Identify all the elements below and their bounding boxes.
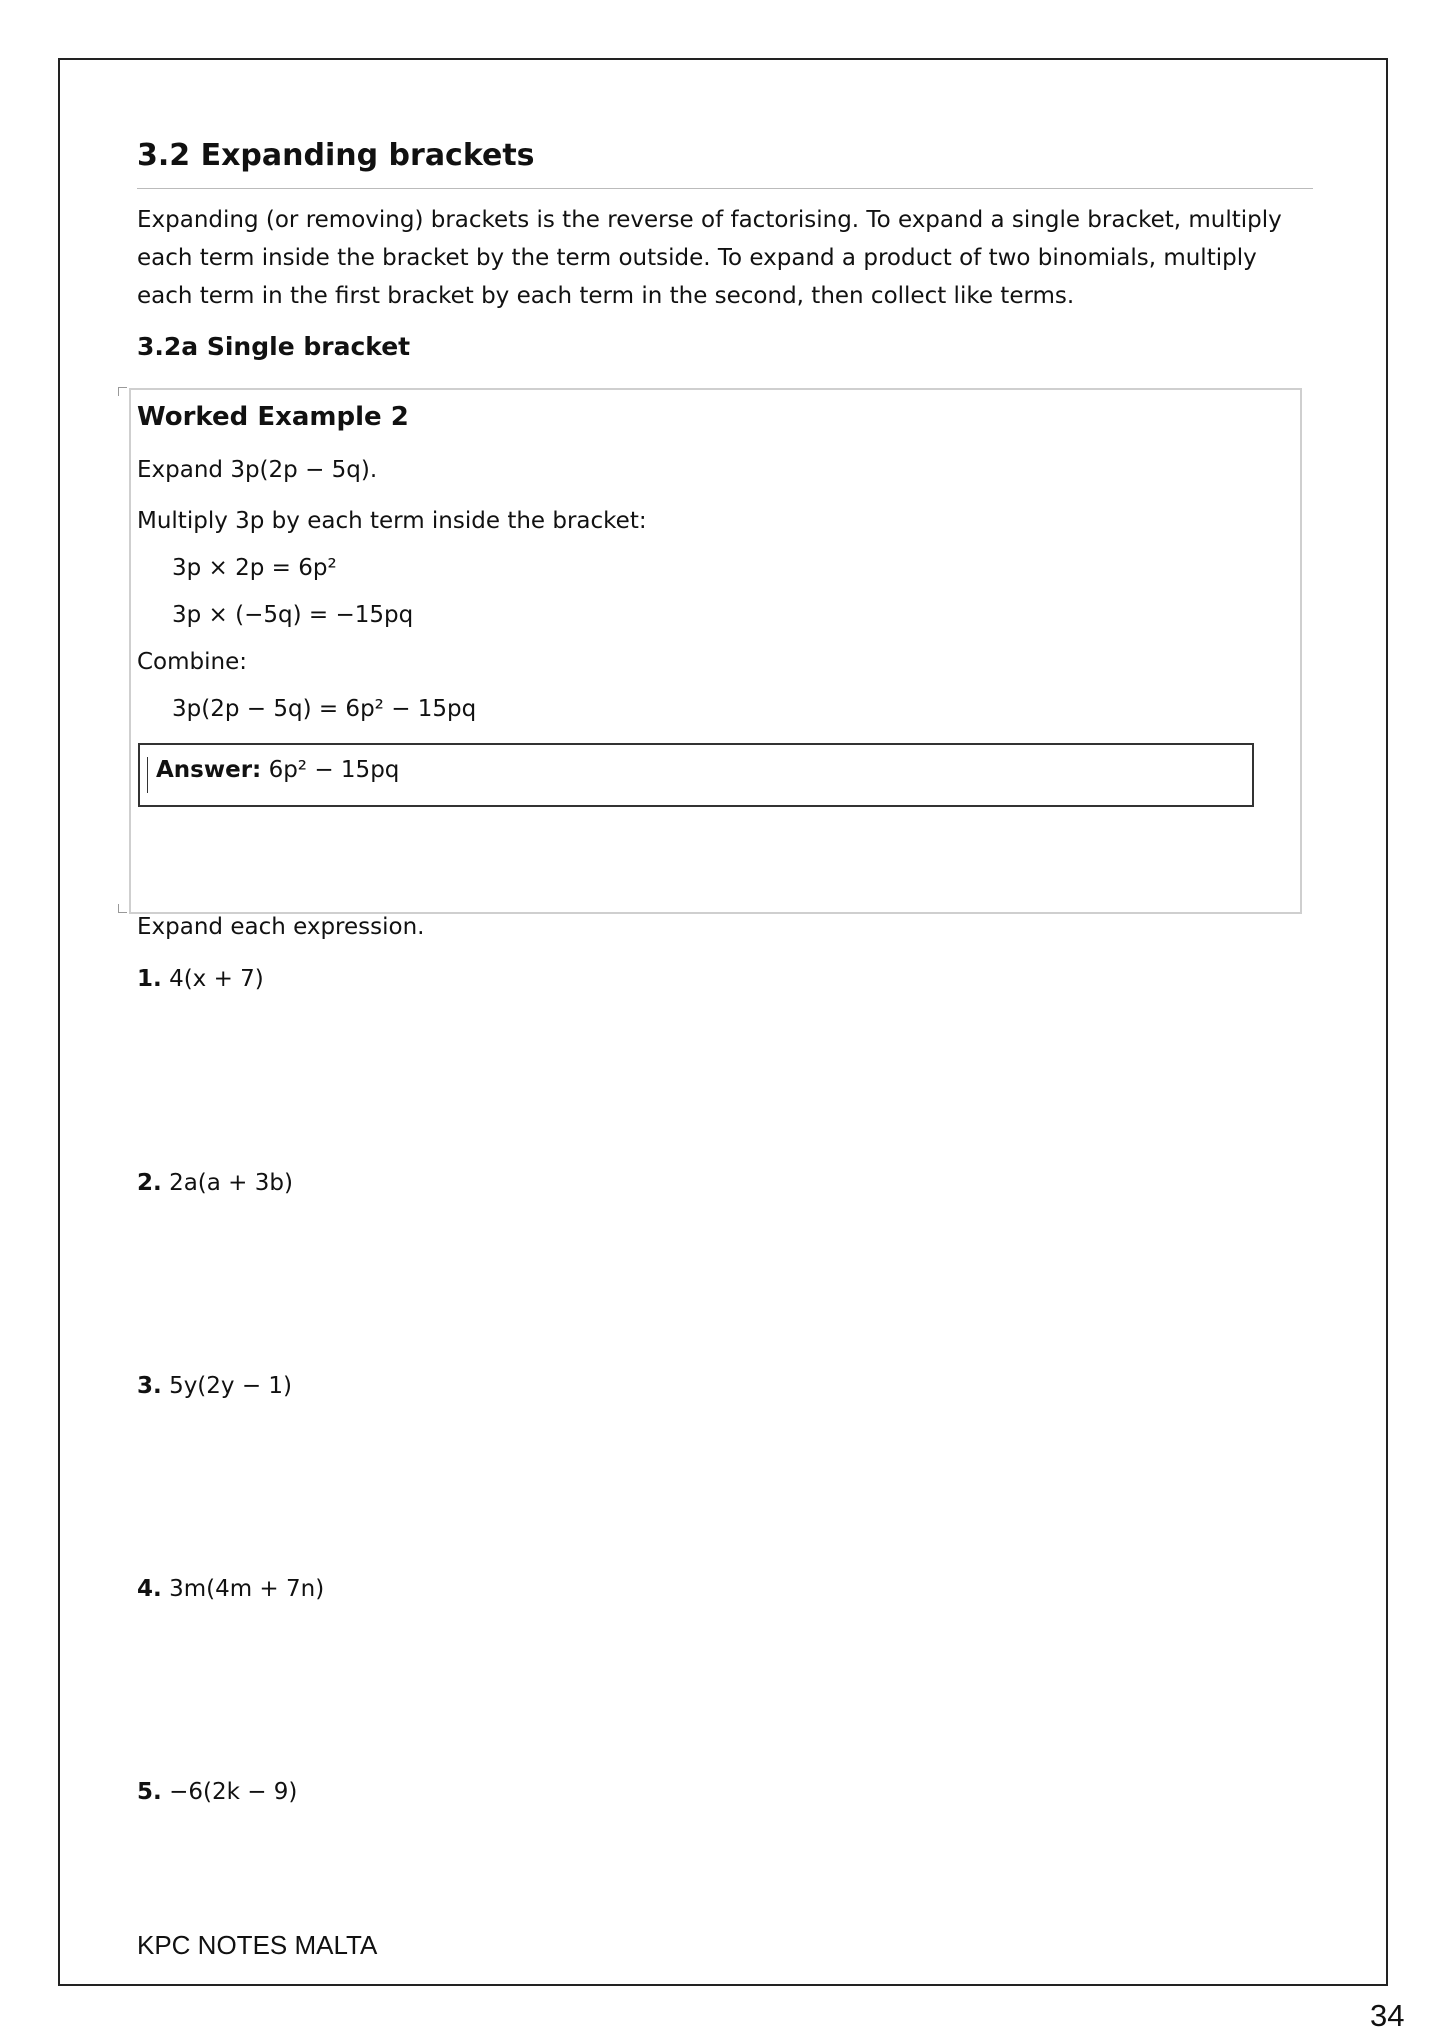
- worked-example-combine: 3p(2p − 5q) = 6p² − 15pq: [172, 696, 477, 722]
- question-number: 2.: [137, 1170, 162, 1196]
- intro-paragraph: Expanding (or removing) brackets is the reverse of factorising. To expand a single bracket, multiply each term inside the bracket by the term outside. To expand a product of two binomials, multiply each term in the first bracket by each term in the second, then collect like terms.: [137, 207, 1282, 309]
- footer-text: KPC NOTES MALTA: [137, 1930, 378, 1960]
- answer-label: Answer:: [156, 757, 262, 783]
- question-number: 4.: [137, 1576, 162, 1602]
- worked-example-step: 3p × 2p = 6p²: [172, 555, 337, 581]
- question-number: 3.: [137, 1373, 162, 1399]
- section-title: 3.2 Expanding brackets: [137, 138, 535, 173]
- worked-example-prompt: Expand 3p(2p − 5q).: [137, 457, 378, 483]
- question-5: [137, 1779, 297, 1805]
- question-2: [137, 1170, 293, 1196]
- question-expression: 4(x + 7): [169, 966, 264, 992]
- worked-example-step: 3p × (−5q) = −15pq: [172, 602, 414, 628]
- worked-example-combine-label: Combine:: [137, 649, 248, 675]
- subsection-heading: 3.2a Single bracket: [137, 332, 411, 361]
- worked-example-step-label: Multiply 3p by each term inside the bracket:: [137, 508, 647, 534]
- question-number: 1.: [137, 966, 162, 992]
- question-expression: 2a(a + 3b): [169, 1170, 293, 1196]
- exercise-instruction: Expand each expression.: [137, 914, 425, 940]
- question-4: [137, 1576, 324, 1602]
- crop-mark-bottom-left: [118, 904, 127, 913]
- title-divider: [137, 188, 1313, 189]
- crop-mark-top-left: [118, 387, 127, 396]
- question-1: [137, 966, 264, 992]
- question-expression: 5y(2y − 1): [169, 1373, 293, 1399]
- question-expression: 3m(4m + 7n): [169, 1576, 325, 1602]
- answer-marker: [147, 757, 148, 793]
- page-number: 34: [1370, 1998, 1405, 2033]
- answer-value: 6p² − 15pq: [268, 757, 400, 783]
- worked-example-title: Worked Example 2: [137, 402, 409, 432]
- question-expression: −6(2k − 9): [169, 1779, 298, 1805]
- question-number: 5.: [137, 1779, 162, 1805]
- answer-line: [156, 757, 399, 783]
- question-3: [137, 1373, 292, 1399]
